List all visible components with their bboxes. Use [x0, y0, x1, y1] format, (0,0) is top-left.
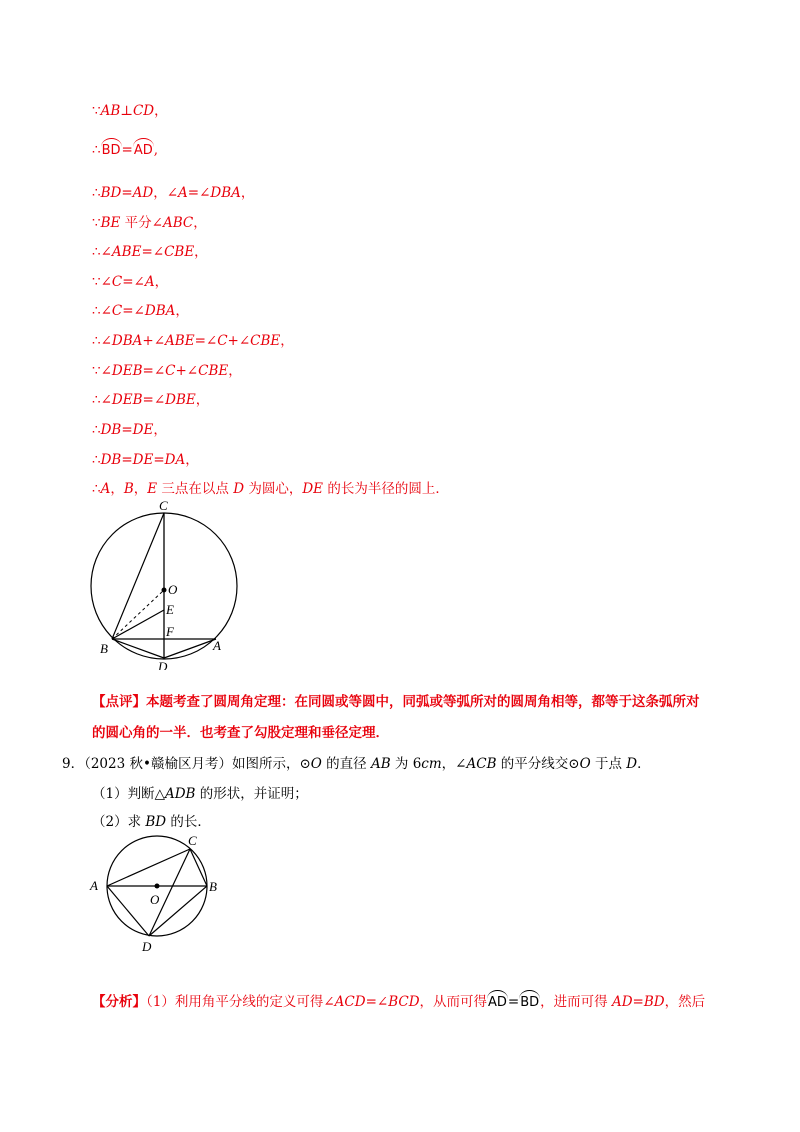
text: 的长为半径的圆上．: [323, 481, 449, 497]
therefore-symbol: ∴: [92, 142, 101, 158]
symbol: ∴: [92, 422, 101, 438]
symbol: ∴∠: [92, 333, 112, 349]
text: ，: [153, 422, 167, 438]
perp-symbol: ⊥: [120, 103, 133, 119]
var: BD: [643, 994, 665, 1010]
problem-9-stem: [62, 752, 651, 772]
var: DB: [100, 422, 122, 438]
problem-source: （2023 秋•赣榆区月考）如图所示，: [84, 756, 300, 772]
text: +∠: [175, 363, 199, 379]
var: AB: [370, 756, 391, 772]
segment-be: [112, 610, 164, 639]
label-f: F: [166, 624, 174, 639]
text: =∠: [187, 185, 211, 201]
var: DA: [164, 452, 186, 468]
equals-symbol: =: [121, 142, 133, 158]
label-c: C: [188, 833, 197, 848]
var: BCD: [388, 994, 420, 1010]
text: ，: [194, 244, 208, 260]
label-d: D: [158, 659, 168, 670]
var: DBA: [144, 303, 176, 319]
label-e: E: [166, 602, 174, 617]
text: =∠: [194, 333, 218, 349]
var: A: [178, 185, 188, 201]
text: ，∠: [153, 185, 179, 201]
var: D: [626, 756, 638, 772]
segment-cb: [190, 849, 207, 886]
var: DBE: [165, 392, 196, 408]
text: ．: [637, 756, 651, 772]
text: =∠: [142, 392, 166, 408]
text: 的平分线交: [496, 756, 569, 772]
text: ，: [228, 363, 242, 379]
var: BD: [145, 814, 167, 830]
var: D: [233, 481, 245, 497]
proof-line-arcs: [92, 142, 158, 158]
var: DB: [100, 452, 122, 468]
var: ABC: [162, 215, 194, 231]
proof-line-13: [92, 477, 449, 497]
var: BD: [100, 185, 122, 201]
var: DEB: [111, 392, 143, 408]
circle-symbol: ⊙: [568, 756, 580, 772]
problem-9-q2: [92, 810, 211, 830]
text: =∠: [365, 994, 389, 1010]
var: AD: [611, 994, 633, 1010]
arc-ad: AD: [488, 995, 507, 1010]
segment-cd: CD: [132, 103, 155, 119]
symbol: ∴∠: [92, 392, 112, 408]
proof-line-12: [92, 448, 199, 468]
segment-bd: [112, 639, 164, 658]
arc-bd: BD: [101, 143, 121, 158]
text: =: [121, 452, 133, 468]
proof-line-7: [92, 299, 189, 319]
proof-line-6: [92, 270, 168, 290]
var: ACB: [466, 756, 497, 772]
label-o: O: [168, 582, 178, 597]
var: A: [100, 481, 111, 497]
symbol: ∴: [92, 185, 101, 201]
symbol: ∵∠: [92, 274, 112, 290]
text: +∠: [142, 333, 166, 349]
var: DBA: [111, 333, 143, 349]
text: 三点在以点: [157, 481, 234, 497]
geometry-figure-1: [80, 500, 250, 670]
text: （2）求: [92, 814, 146, 830]
proof-line-10: [92, 388, 209, 408]
proof-line-11: [92, 418, 167, 438]
label-a: A: [90, 878, 98, 893]
arc-bd: BD: [520, 995, 540, 1010]
proof-line-3: [92, 181, 254, 201]
proof-line-4: [92, 211, 207, 231]
proof-line-5: [92, 240, 208, 260]
circle-symbol: ⊙: [299, 756, 311, 772]
var: DEB: [111, 363, 143, 379]
var: O: [579, 756, 591, 772]
equals-symbol: =: [507, 994, 520, 1010]
var: CBE: [198, 363, 229, 379]
symbol: ∵: [92, 215, 101, 231]
var: DE: [132, 422, 154, 438]
var: ABE: [111, 244, 142, 260]
text: ，: [110, 481, 124, 497]
proof-line-8: [92, 329, 294, 349]
var: DE: [302, 481, 324, 497]
var: C: [165, 363, 176, 379]
var: ABE: [165, 333, 195, 349]
text: 的长．: [166, 814, 211, 830]
problem-number: 9．: [62, 756, 85, 772]
text: +∠: [227, 333, 251, 349]
text: ，: [185, 452, 199, 468]
proof-line-1: [92, 99, 168, 119]
text: 为圆心，: [244, 481, 303, 497]
text: ，: [193, 215, 207, 231]
var: A: [144, 274, 155, 290]
var: E: [147, 481, 158, 497]
text: =: [121, 185, 133, 201]
text: =: [121, 422, 133, 438]
proof-line-9: [92, 359, 242, 379]
text: （1）判断△: [92, 786, 165, 802]
comment-line-1: [92, 690, 700, 710]
label-b: B: [100, 641, 108, 656]
symbol: ∴∠: [92, 303, 112, 319]
label-a: A: [213, 638, 221, 653]
var: ADB: [164, 786, 196, 802]
label-o: O: [150, 892, 160, 907]
label-b: B: [209, 879, 217, 894]
var: DE: [132, 452, 154, 468]
symbol: ∴∠: [92, 244, 112, 260]
segment-da: [164, 639, 216, 658]
text: 平分∠: [120, 215, 163, 231]
text: 的直径: [321, 756, 371, 772]
symbol: ∴: [92, 452, 101, 468]
text: ，然后: [664, 994, 706, 1010]
var: AD: [132, 185, 154, 201]
text: ，: [154, 274, 169, 290]
segment-bc: [112, 513, 164, 639]
unit: cm: [421, 756, 442, 772]
text: ，从而可得: [419, 994, 488, 1010]
label-c: C: [159, 500, 168, 513]
comment-tag: 【点评】: [92, 694, 146, 710]
text: 于点: [590, 756, 627, 772]
text: 为 6: [390, 756, 422, 772]
var: CBE: [250, 333, 281, 349]
text: ，∠: [441, 756, 467, 772]
text: ，: [280, 333, 294, 349]
text: =∠: [141, 244, 165, 260]
arc-ad: AD: [133, 143, 153, 158]
center-point-o: [162, 588, 167, 593]
var: DBA: [210, 185, 241, 201]
analysis-tag: 【分析】: [92, 994, 146, 1010]
text: =: [153, 452, 165, 468]
var: C: [111, 274, 123, 290]
text: ，: [240, 185, 255, 201]
var: C: [111, 303, 123, 319]
punct: ，: [154, 103, 168, 119]
text: ，进而可得: [540, 994, 612, 1010]
text: （1）利用角平分线的定义可得∠: [146, 994, 335, 1010]
text: =∠: [142, 363, 166, 379]
segment-ac: [107, 849, 190, 886]
symbol: ∴: [92, 481, 101, 497]
var: ACD: [334, 994, 366, 1010]
text: ，: [195, 392, 210, 408]
geometry-figure-2: [84, 832, 234, 957]
text: =: [632, 994, 644, 1010]
segment-ab: AB: [100, 103, 121, 119]
text: ，: [133, 481, 148, 497]
because-symbol: ∵: [92, 103, 101, 119]
label-d: D: [142, 939, 152, 954]
var: BE: [100, 215, 121, 231]
comment-line-2: [92, 721, 389, 741]
center-point-o: [155, 884, 160, 889]
punct: ,: [153, 142, 159, 158]
var: B: [123, 481, 134, 497]
analysis-line: [92, 990, 705, 1010]
comment-text: 本题考查了圆周角定理：在同圆或等圆中，同弧或等弧所对的圆周角相等，都等于这条弧所对: [146, 694, 700, 710]
problem-9-q1: [92, 782, 308, 802]
symbol: ∵∠: [92, 363, 112, 379]
var: C: [217, 333, 228, 349]
var: O: [310, 756, 322, 772]
text: =∠: [122, 303, 145, 319]
text: ，: [175, 303, 189, 319]
comment-text: 的圆心角的一半．也考查了勾股定理和垂径定理．: [92, 725, 389, 741]
text: 的形状，并证明；: [195, 786, 308, 802]
text: =∠: [122, 274, 145, 290]
var: CBE: [164, 244, 195, 260]
